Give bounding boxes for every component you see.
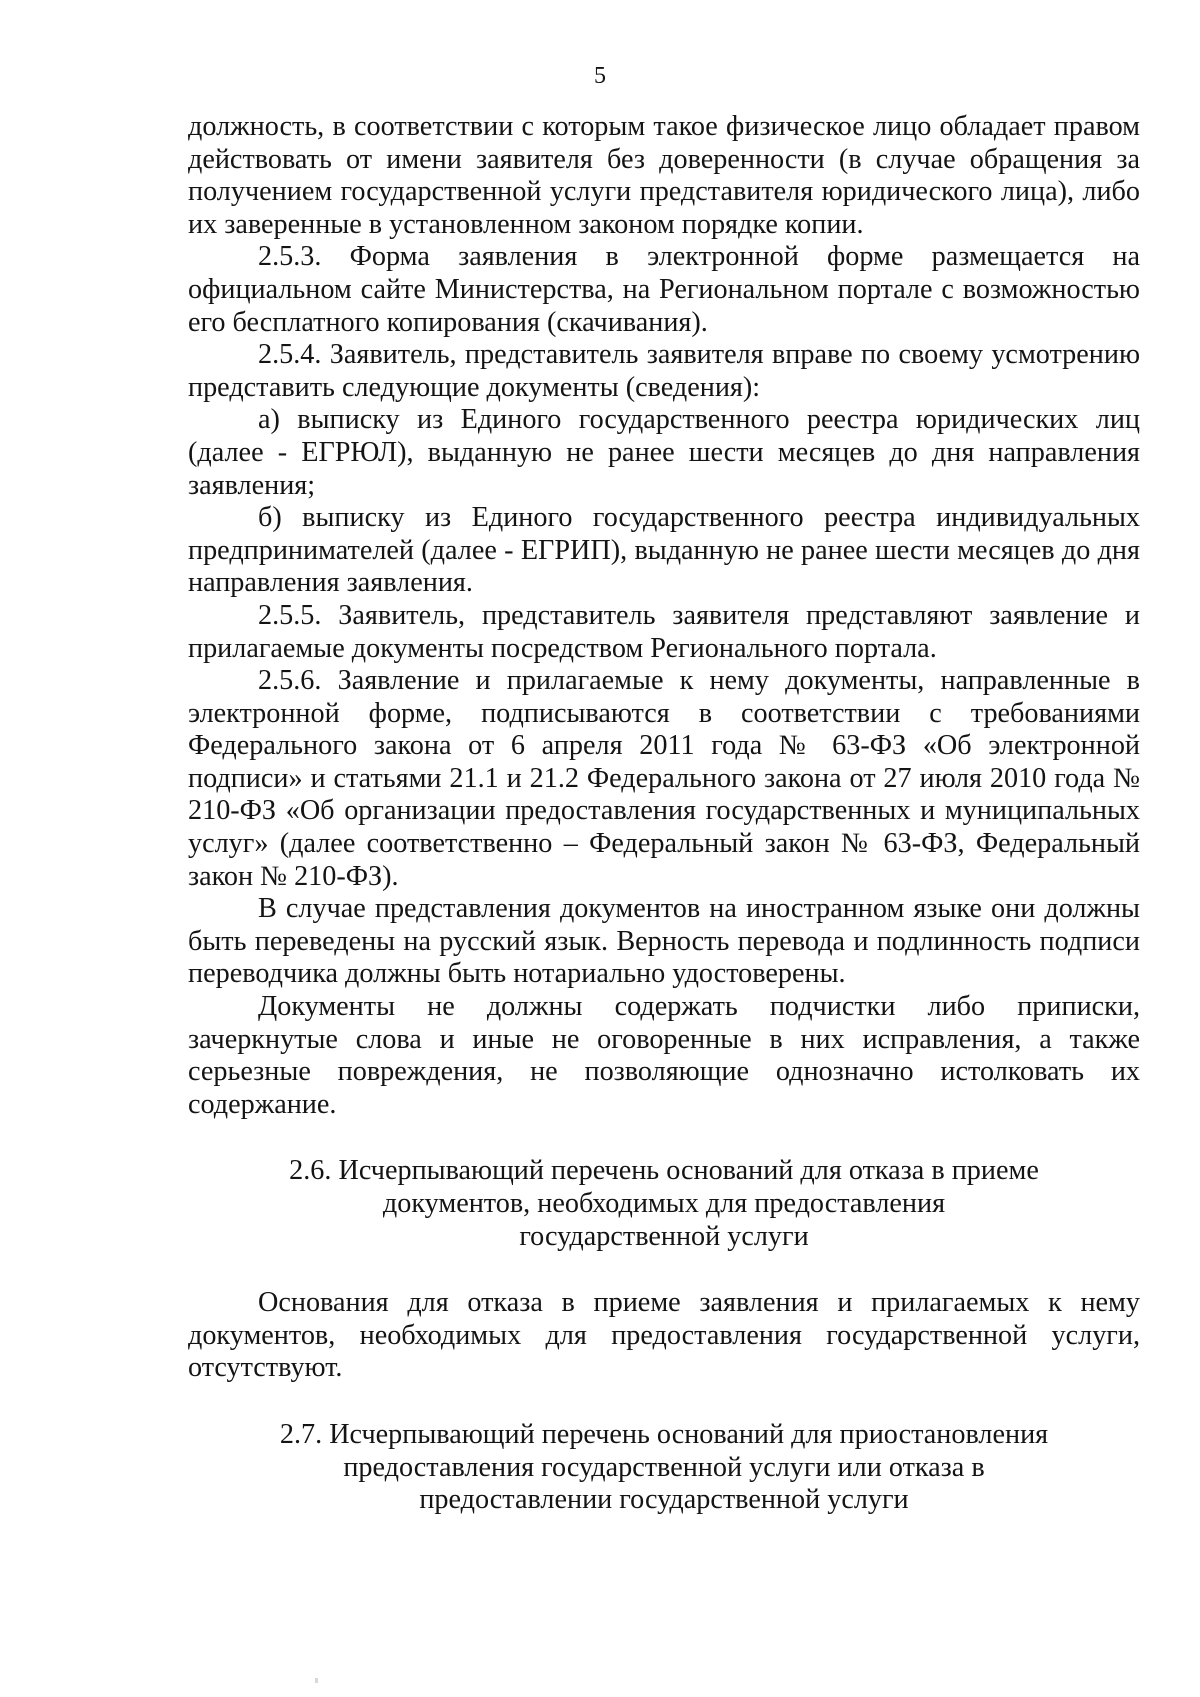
paragraph-2-6-body: Основания для отказа в приеме заявления и прилагаемых к нему документов, необходимых для предоставления государственной услуги, отсутствуют. — [188, 1287, 1140, 1384]
heading-line: предоставления государственной услуги или отказа в — [343, 1451, 985, 1483]
page-number: 5 — [594, 63, 606, 89]
document-body — [188, 111, 1140, 1517]
paragraph-2-5-3: 2.5.3. Форма заявления в электронной форме размещается на официальном сайте Министерства, на Региональном портале с возможностью его бесплатного копирования (скачивания). — [188, 241, 1140, 338]
paragraph-2-5-6: 2.5.6. Заявление и прилагаемые к нему документы, направленные в электронной форме, подписываются в соответствии с требованиями Федерального закона от 6 апреля 2011 года № 63-ФЗ «Об электронной подписи» и статьями 21.1 и 21.2 Федерального закона от 27 июля 2010 года № 210-ФЗ «Об организации предоставления государственных и муниципальных услуг» (далее соответственно – Федеральный закон № 63-ФЗ, Федеральный закон № 210-ФЗ). — [188, 665, 1140, 892]
paragraph-continuation: должность, в соответствии с которым такое физическое лицо обладает правом действовать от имени заявителя без доверенности (в случае обращения за получением государственной услуги представителя юридического лица), либо их заверенные в установленном законом порядке копии. — [188, 111, 1140, 240]
heading-line: предоставлении государственной услуги — [419, 1484, 909, 1516]
scan-artifact — [315, 1678, 318, 1683]
paragraph-2-5-5: 2.5.5. Заявитель, представитель заявителя представляют заявление и прилагаемые документы посредством Регионального портала. — [188, 599, 1140, 664]
heading-line: государственной услуги — [519, 1220, 809, 1252]
section-heading-2-7 — [188, 1419, 1140, 1517]
heading-line: документов, необходимых для предоставления — [382, 1188, 946, 1219]
paragraph-document-requirements: Документы не должны содержать подчистки либо приписки, зачеркнутые слова и иные не оговоренные в них исправления, а также серьезные повреждения, не позволяющие однозначно истолковать их содержание. — [188, 991, 1140, 1120]
heading-line: 2.6. Исчерпывающий перечень оснований для отказа в приеме — [289, 1155, 1039, 1187]
list-item-a: а) выписку из Единого государственного реестра юридических лиц (далее - ЕГРЮЛ), выданную не ранее шести месяцев до дня направления заявления; — [188, 404, 1140, 501]
paragraph-foreign-language: В случае представления документов на иностранном языке они должны быть переведены на русский язык. Верность перевода и подлинность подписи переводчика должны быть нотариально удостоверены. — [188, 893, 1140, 990]
paragraph-2-5-4: 2.5.4. Заявитель, представитель заявителя вправе по своему усмотрению представить следующие документы (сведения): — [188, 339, 1140, 403]
section-heading-2-6 — [188, 1155, 1140, 1253]
list-item-b: б) выписку из Единого государственного реестра индивидуальных предпринимателей (далее - ЕГРИП), выданную не ранее шести месяцев до дня направления заявления. — [188, 502, 1140, 599]
heading-line: 2.7. Исчерпывающий перечень оснований для приостановления — [279, 1418, 1049, 1450]
